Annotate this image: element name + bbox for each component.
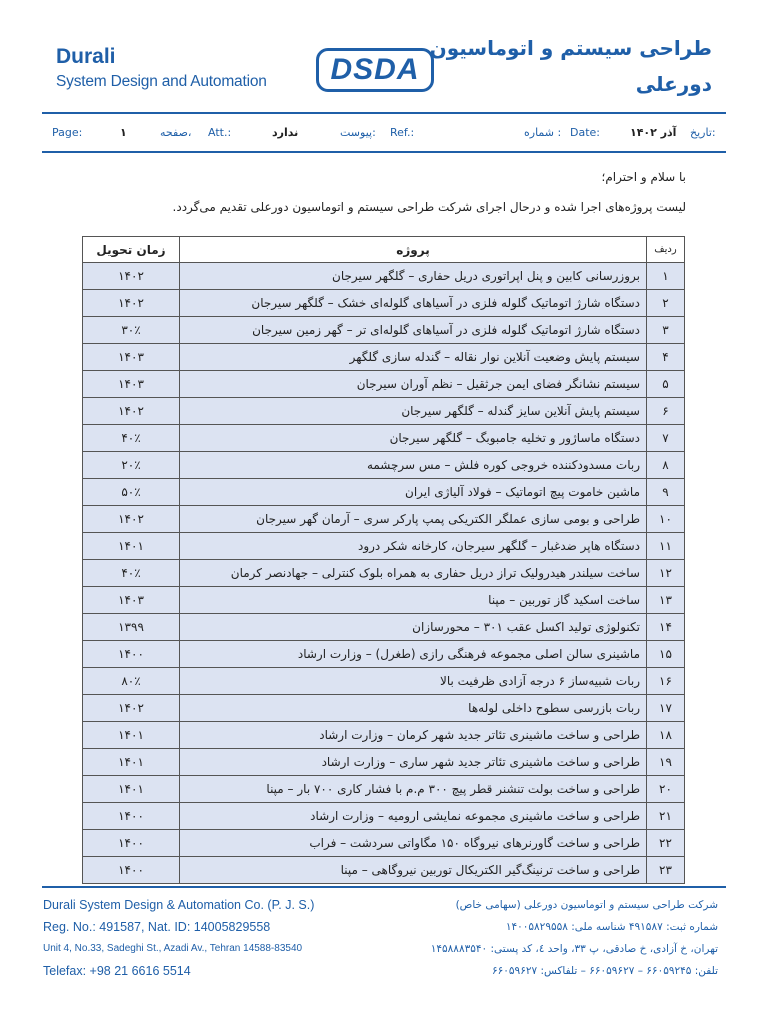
project-title: طراحی و ساخت گاورنرهای نیروگاه ۱۵۰ مگاواتی سردشت – فراب: [180, 830, 647, 857]
footer-reg-fa: شماره ثبت: ۴۹۱۵۸۷ شناسه ملی: ۱۴۰۰۵۸۲۹۵۵۸: [505, 921, 718, 933]
header-divider-bottom: [42, 151, 726, 153]
table-row: [83, 614, 685, 641]
delivery-time: ۱۴۰۲: [83, 695, 180, 722]
project-title: ماشین خاموت پیچ اتوماتیک – فولاد آلیاژی ایران: [180, 479, 647, 506]
project-title: طراحی و ساخت ماشینری تئاتر جدید شهر ساری – وزارت ارشاد: [180, 749, 647, 776]
page-label: Page:: [52, 126, 83, 139]
delivery-time: ۱۴۰۳: [83, 344, 180, 371]
dsda-logo: [316, 48, 434, 92]
header-divider-top: [42, 112, 726, 114]
row-number: ۸: [647, 452, 685, 479]
footer-telefax-en: Telefax: +98 21 6616 5514: [43, 964, 191, 978]
row-number: ۵: [647, 371, 685, 398]
delivery-time: ۱۴۰۲: [83, 506, 180, 533]
row-number: ۲۰: [647, 776, 685, 803]
delivery-time: ۱۴۰۱: [83, 749, 180, 776]
delivery-time: ۱۴۰۳: [83, 587, 180, 614]
project-title: ماشینری سالن اصلی مجموعه فرهنگی رازی (طغرل) – وزارت ارشاد: [180, 641, 647, 668]
table-row: [83, 290, 685, 317]
delivery-time: ۱۴۰۰: [83, 803, 180, 830]
row-number: ۲۱: [647, 803, 685, 830]
table-row: [83, 587, 685, 614]
att-value: ندارد: [272, 126, 299, 139]
page-value: ۱: [120, 126, 127, 139]
project-title: ساخت اسکید گاز توربین – مپنا: [180, 587, 647, 614]
project-title: سیستم پایش وضعیت آنلاین نوار نقاله – گندله سازی گلگهر: [180, 344, 647, 371]
delivery-time: ۱۳۹۹: [83, 614, 180, 641]
footer-company-fa: شرکت طراحی سیستم و اتوماسیون دورعلی (سهامی خاص): [455, 899, 718, 911]
row-number: ۶: [647, 398, 685, 425]
row-number: ۱: [647, 263, 685, 290]
project-title: طراحی و ساخت بولت تنشنر قطر پیچ ۳۰۰ م.م با فشار کاری ۷۰۰ بار – مپنا: [180, 776, 647, 803]
project-title: سیستم نشانگر فضای ایمن جرثقیل – نظم آوران سیرجان: [180, 371, 647, 398]
project-title: طراحی و ساخت ترنینگ‌گیر الکتریکال توربین نیروگاهی – مپنا: [180, 857, 647, 884]
greeting: با سلام و احترام؛: [601, 170, 686, 184]
table-row: [83, 533, 685, 560]
date-label: Date:: [570, 126, 600, 139]
delivery-time: ۱۴۰۲: [83, 263, 180, 290]
table-row: [83, 722, 685, 749]
row-number: ۴: [647, 344, 685, 371]
page-label-fa: صفحه،: [160, 126, 192, 139]
logo-text: DSDA: [330, 53, 420, 86]
date-label-fa: تاریخ:: [690, 126, 716, 139]
footer-company-en: Durali System Design & Automation Co. (P. J. S.): [43, 898, 315, 912]
letter-meta-row: [50, 126, 720, 146]
footer-persian: [431, 894, 718, 982]
table-row: [83, 830, 685, 857]
row-number: ۷: [647, 425, 685, 452]
att-label-fa: پیوست:: [340, 126, 376, 139]
footer-divider: [42, 886, 726, 888]
delivery-time: ۱۴۰۱: [83, 533, 180, 560]
project-title: ربات شبیه‌ساز ۶ درجه آزادی ظرفیت بالا: [180, 668, 647, 695]
project-title: طراحی و ساخت ماشینری تئاتر جدید شهر کرمان – وزارت ارشاد: [180, 722, 647, 749]
project-title: ربات بازرسی سطوح داخلی لوله‌ها: [180, 695, 647, 722]
table-row: [83, 263, 685, 290]
project-title: ساخت سیلندر هیدرولیک تراز دریل حفاری به همراه بلوک کنترلی – جهادنصر کرمان: [180, 560, 647, 587]
delivery-time: ۵۰٪: [83, 479, 180, 506]
project-title: سیستم پایش آنلاین سایز گندله – گلگهر سیرجان: [180, 398, 647, 425]
footer-address-fa: تهران، خ آزادی، خ صادقی، پ ۳۳، واحد ٤، کد پستی: ۱۴۵۸۸۸۳۵۴۰: [430, 943, 718, 955]
table-row: [83, 398, 685, 425]
project-title: دستگاه هاپر ضدغبار – گلگهر سیرجان، کارخانه شکر درود: [180, 533, 647, 560]
projects-table: [82, 236, 685, 884]
table-row: [83, 857, 685, 884]
row-number: ۱۹: [647, 749, 685, 776]
header-project: پروژه: [180, 237, 647, 263]
row-number: ۱۳: [647, 587, 685, 614]
delivery-time: ۱۴۰۱: [83, 722, 180, 749]
table-row: [83, 425, 685, 452]
company-name-fa-line2: دورعلی: [635, 72, 712, 96]
table-row: [83, 641, 685, 668]
row-number: ۱۲: [647, 560, 685, 587]
table-row: [83, 452, 685, 479]
intro-text: لیست پروژه‌های اجرا شده و درحال اجرای شرکت طراحی سیستم و اتوماسیون دورعلی تقدیم می‌گردد.: [172, 200, 686, 214]
delivery-time: ۴۰٪: [83, 560, 180, 587]
footer-address-en: Unit 4, No.33, Sadeghi St., Azadi Av., Tehran 14588-83540: [43, 943, 303, 954]
delivery-time: ۱۴۰۳: [83, 371, 180, 398]
row-number: ۹: [647, 479, 685, 506]
row-number: ۱۸: [647, 722, 685, 749]
project-title: طراحی و بومی سازی عملگر الکتریکی پمپ پارکر سری – آرمان گهر سیرجان: [180, 506, 647, 533]
project-title: طراحی و ساخت ماشینری مجموعه نمایشی ارومیه – وزارت ارشاد: [180, 803, 647, 830]
footer-tel-fa: تلفن: ۶۶۰۵۹۲۴۵ – ۶۶۰۵۹۶۲۷ – تلفاکس: ۶۶۰۵۹۶۲۷: [492, 965, 718, 977]
row-number: ۱۶: [647, 668, 685, 695]
project-title: ربات مسدودکننده خروجی کوره فلش – مس سرچشمه: [180, 452, 647, 479]
table-row: [83, 371, 685, 398]
table-row: [83, 776, 685, 803]
footer-reg-en: Reg. No.: 491587, Nat. ID: 14005829558: [43, 920, 271, 934]
project-title: دستگاه شارژ اتوماتیک گلوله فلزی در آسیاهای گلوله‌ای تر – گهر زمین سیرجان: [180, 317, 647, 344]
project-title: دستگاه شارژ اتوماتیک گلوله فلزی در آسیاهای گلوله‌ای خشک – گلگهر سیرجان: [180, 290, 647, 317]
table-row: [83, 344, 685, 371]
project-title: تکنولوژی تولید اکسل عقب ۳۰۱ – محورسازان: [180, 614, 647, 641]
att-label: Att.:: [208, 126, 232, 139]
delivery-time: ۱۴۰۰: [83, 857, 180, 884]
footer-english: [43, 894, 314, 982]
delivery-time: ۲۰٪: [83, 452, 180, 479]
company-subtitle-en: System Design and Automation: [56, 73, 267, 90]
row-number: ۱۷: [647, 695, 685, 722]
company-name-en: Durali: [56, 45, 116, 68]
delivery-time: ۱۴۰۱: [83, 776, 180, 803]
row-number: ۱۱: [647, 533, 685, 560]
delivery-time: ۱۴۰۰: [83, 830, 180, 857]
table-row: [83, 668, 685, 695]
delivery-time: ۸۰٪: [83, 668, 180, 695]
table-row: [83, 695, 685, 722]
brand-persian: [430, 30, 712, 102]
company-name-fa-line1: طراحی سیستم و اتوماسیون: [429, 36, 712, 60]
ref-label: Ref.:: [390, 126, 415, 139]
row-number: ۱۰: [647, 506, 685, 533]
row-number: ۲: [647, 290, 685, 317]
date-value: آذر ۱۴۰۲: [630, 126, 677, 139]
delivery-time: ۱۴۰۲: [83, 398, 180, 425]
header-delivery: زمان تحویل: [83, 237, 180, 263]
table-row: [83, 803, 685, 830]
row-number: ۲۲: [647, 830, 685, 857]
table-row: [83, 479, 685, 506]
table-header-row: [83, 237, 685, 263]
row-number: ۲۳: [647, 857, 685, 884]
project-title: بروزرسانی کابین و پنل اپراتوری دریل حفاری – گلگهر سیرجان: [180, 263, 647, 290]
table-row: [83, 506, 685, 533]
brand-english: [56, 44, 267, 94]
header-no: ردیف: [647, 237, 685, 263]
delivery-time: ۴۰٪: [83, 425, 180, 452]
table-row: [83, 560, 685, 587]
table-row: [83, 749, 685, 776]
table-row: [83, 317, 685, 344]
project-title: دستگاه ماساژور و تخلیه جامبوبگ – گلگهر سیرجان: [180, 425, 647, 452]
row-number: ۳: [647, 317, 685, 344]
row-number: ۱۵: [647, 641, 685, 668]
ref-label-fa: شماره :: [524, 126, 562, 139]
delivery-time: ۱۴۰۲: [83, 290, 180, 317]
delivery-time: ۳۰٪: [83, 317, 180, 344]
row-number: ۱۴: [647, 614, 685, 641]
delivery-time: ۱۴۰۰: [83, 641, 180, 668]
